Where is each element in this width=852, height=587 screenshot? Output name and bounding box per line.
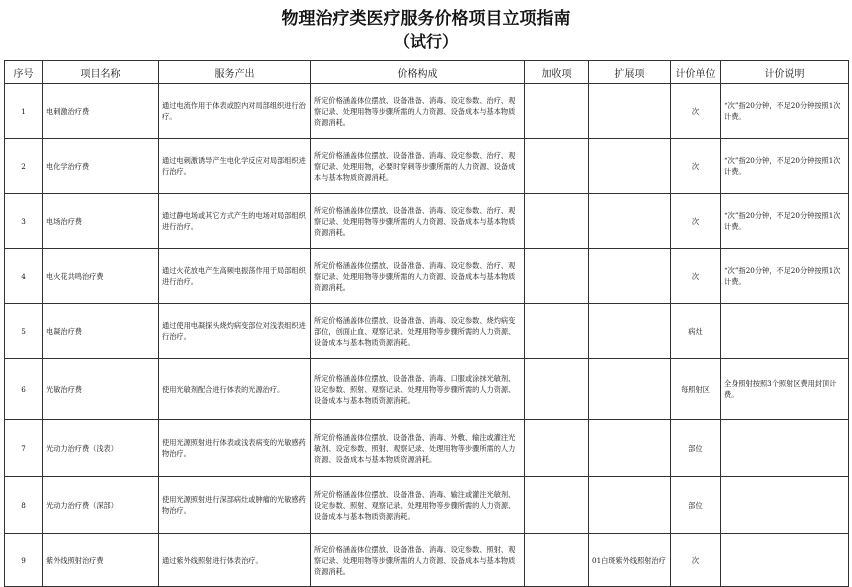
cell-unit: 次	[671, 84, 721, 139]
cell-ext	[589, 420, 671, 477]
cell-ext	[589, 194, 671, 249]
cell-add	[525, 477, 589, 534]
cell-note: “次”指20分钟，不足20分钟按照1次计费。	[721, 194, 849, 249]
cell-name: 光敏治疗费	[43, 359, 159, 420]
cell-output: 使用光源照射进行体表或浅表病变的光敏感药物治疗。	[159, 420, 311, 477]
header-output: 服务产出	[159, 61, 311, 84]
header-name: 项目名称	[43, 61, 159, 84]
cell-name: 光动力治疗费（深部）	[43, 477, 159, 534]
table-row	[5, 249, 849, 304]
header-price: 价格构成	[311, 61, 525, 84]
cell-price: 所定价格涵盖体位摆放、设备准备、消毒、输注或灌注光敏剂、设定参数、照射、观察记录、处理用物等步骤所需的人力资源、设备成本与基本物质资源消耗。	[311, 477, 525, 534]
cell-unit: 次	[671, 249, 721, 304]
cell-unit: 病灶	[671, 304, 721, 359]
cell-no: 3	[5, 194, 43, 249]
cell-price: 所定价格涵盖体位摆放、设备准备、消毒、设定参数、治疗、观察记录、处理用物等步骤所需的人力资源、设备成本与基本物质资源消耗。	[311, 249, 525, 304]
cell-no: 7	[5, 420, 43, 477]
cell-name: 电火花共鸣治疗费	[43, 249, 159, 304]
cell-note	[721, 304, 849, 359]
cell-note	[721, 420, 849, 477]
table-row	[5, 420, 849, 477]
cell-name: 紫外线照射治疗费	[43, 534, 159, 587]
cell-ext	[589, 359, 671, 420]
header-add: 加收项	[525, 61, 589, 84]
cell-no: 9	[5, 534, 43, 587]
cell-ext	[589, 304, 671, 359]
cell-note: “次”指20分钟，不足20分钟按照1次计费。	[721, 249, 849, 304]
cell-unit: 部位	[671, 477, 721, 534]
cell-no: 2	[5, 139, 43, 194]
header-note: 计价说明	[721, 61, 849, 84]
cell-price: 所定价格涵盖体位摆放、设备准备、消毒、设定参数、烧灼病变部位，创面止血、观察记录、处理用物等步骤所需的人力资源、设备成本与基本物质资源消耗。	[311, 304, 525, 359]
price-table	[4, 60, 849, 587]
cell-add	[525, 534, 589, 587]
cell-output: 使用光源照射进行深部病灶或肿瘤的光敏感药物治疗。	[159, 477, 311, 534]
cell-name: 电刺激治疗费	[43, 84, 159, 139]
cell-price: 所定价格涵盖体位摆放、设备准备、消毒、外敷、输注或灌注光敏剂、设定参数、照射、观察记录、处理用物等步骤所需的人力资源、设备成本与基本物质资源消耗。	[311, 420, 525, 477]
cell-note: 全身照射按照3个照射区费用封顶计费。	[721, 359, 849, 420]
cell-no: 6	[5, 359, 43, 420]
cell-price: 所定价格涵盖体位摆放、设备准备、消毒、设定参数、治疗、观察记录、处理用物，必要时穿刺等步骤所需的人力资源、设备成本与基本物质资源消耗。	[311, 139, 525, 194]
cell-note: “次”指20分钟，不足20分钟按照1次计费。	[721, 139, 849, 194]
cell-name: 光动力治疗费（浅表）	[43, 420, 159, 477]
cell-unit: 部位	[671, 420, 721, 477]
header-unit: 计价单位	[671, 61, 721, 84]
cell-unit: 次	[671, 194, 721, 249]
cell-name: 电化学治疗费	[43, 139, 159, 194]
header-ext: 扩展项	[589, 61, 671, 84]
cell-unit: 每照射区	[671, 359, 721, 420]
table-row	[5, 304, 849, 359]
table-row	[5, 139, 849, 194]
cell-no: 5	[5, 304, 43, 359]
cell-no: 1	[5, 84, 43, 139]
cell-ext: 01白斑紫外线照射治疗	[589, 534, 671, 587]
cell-price: 所定价格涵盖体位摆放、设备准备、消毒、设定参数、照射、观察记录、处理用物等步骤所需的人力资源、设备成本与基本物质资源消耗。	[311, 534, 525, 587]
header-no: 序号	[5, 61, 43, 84]
cell-note	[721, 477, 849, 534]
cell-add	[525, 304, 589, 359]
cell-price: 所定价格涵盖体位摆放、设备准备、消毒、设定参数、治疗、观察记录、处理用物等步骤所需的人力资源、设备成本与基本物质资源消耗。	[311, 84, 525, 139]
document-title: 物理治疗类医疗服务价格项目立项指南	[281, 9, 571, 29]
cell-output: 通过使用电凝探头烧灼病变部位对浅表组织进行治疗。	[159, 304, 311, 359]
cell-ext	[589, 139, 671, 194]
cell-no: 8	[5, 477, 43, 534]
cell-name: 电凝治疗费	[43, 304, 159, 359]
cell-add	[525, 359, 589, 420]
cell-add	[525, 194, 589, 249]
cell-add	[525, 420, 589, 477]
table-row	[5, 84, 849, 139]
table-row	[5, 359, 849, 420]
cell-price: 所定价格涵盖体位摆放、设备准备、消毒、口服或涂抹光敏剂、设定参数、照射、观察记录、处理用物等步骤所需的人力资源、设备成本与基本物质资源消耗。	[311, 359, 525, 420]
document-subtitle: （试行）	[393, 32, 458, 51]
cell-output: 通过电刺激诱导产生电化学反应对局部组织进行治疗。	[159, 139, 311, 194]
cell-note: “次”指20分钟，不足20分钟按照1次计费。	[721, 84, 849, 139]
table-row	[5, 534, 849, 587]
cell-output: 通过电流作用于体表或腔内对局部组织进行治疗。	[159, 84, 311, 139]
cell-price: 所定价格涵盖体位摆放、设备准备、消毒、设定参数、治疗、观察记录、处理用物等步骤所需的人力资源、设备成本与基本物质资源消耗。	[311, 194, 525, 249]
cell-unit: 次	[671, 534, 721, 587]
cell-add	[525, 139, 589, 194]
cell-output: 使用光敏剂配合进行体表的光源治疗。	[159, 359, 311, 420]
table-row	[5, 477, 849, 534]
cell-name: 电场治疗费	[43, 194, 159, 249]
cell-output: 通过紫外线照射进行体表治疗。	[159, 534, 311, 587]
cell-output: 通过火花放电产生高频电振荡作用于局部组织进行治疗。	[159, 249, 311, 304]
table-row	[5, 194, 849, 249]
cell-ext	[589, 249, 671, 304]
table-header-row	[5, 61, 849, 84]
cell-note	[721, 534, 849, 587]
cell-add	[525, 84, 589, 139]
cell-ext	[589, 84, 671, 139]
cell-no: 4	[5, 249, 43, 304]
cell-ext	[589, 477, 671, 534]
cell-unit: 次	[671, 139, 721, 194]
cell-add	[525, 249, 589, 304]
cell-output: 通过静电场或其它方式产生的电场对局部组织进行治疗。	[159, 194, 311, 249]
